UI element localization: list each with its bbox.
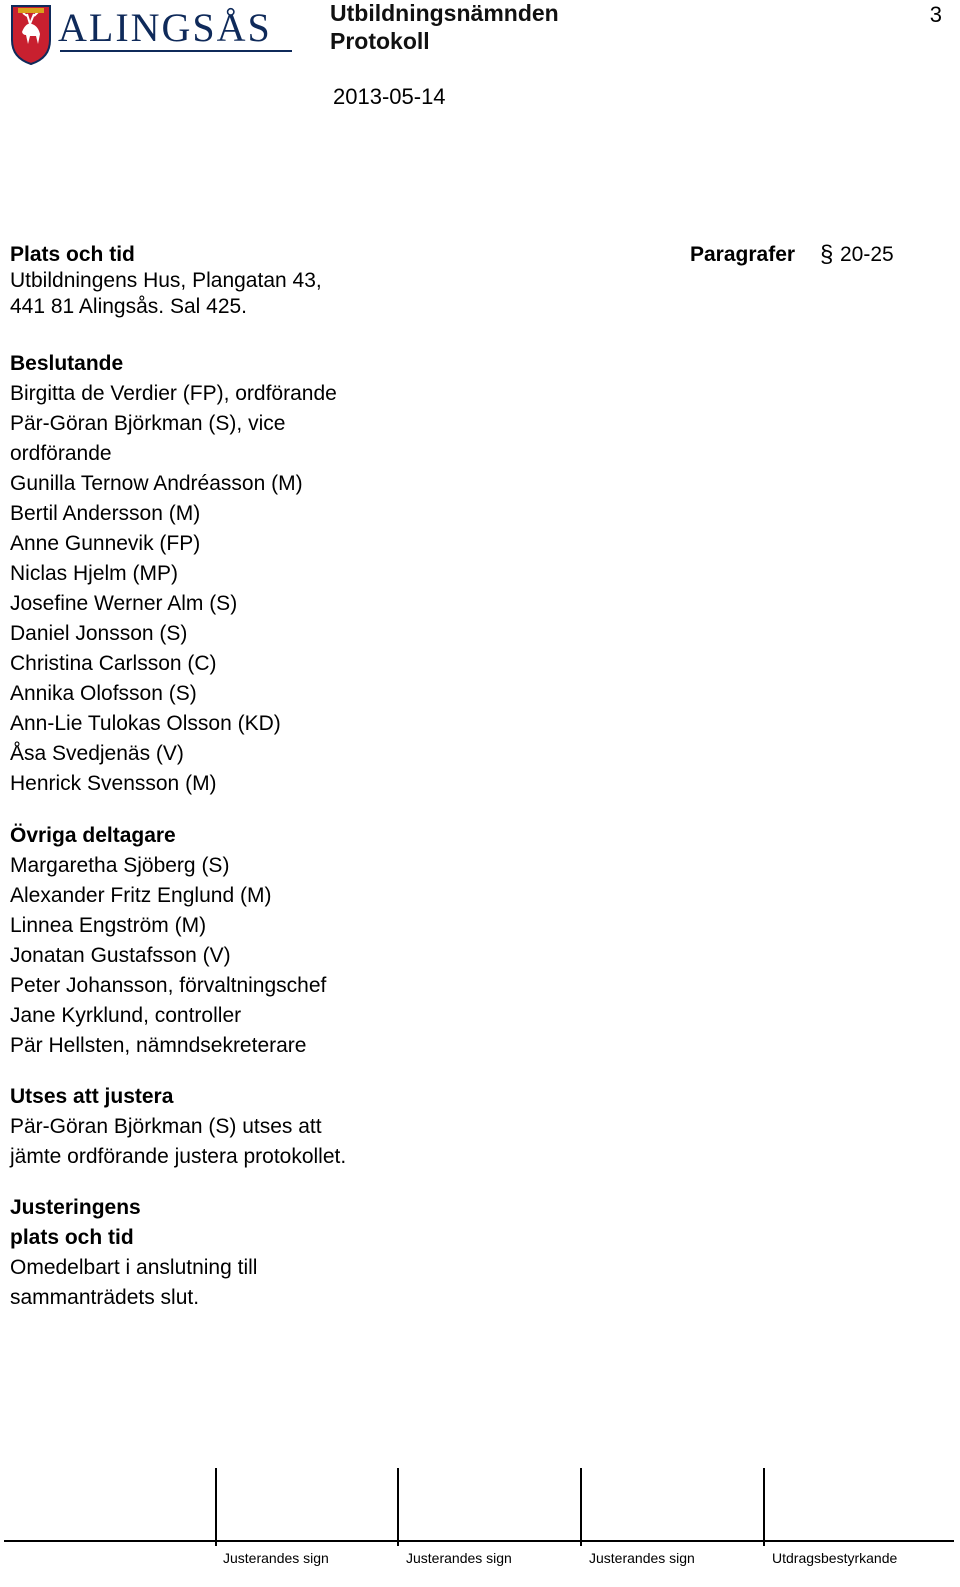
adjusters-line: jämte ordförande justera protokollet.	[10, 1145, 347, 1168]
place-time-section	[10, 242, 322, 320]
participant-line: Pär Hellsten, nämndsekreterare	[10, 1034, 307, 1057]
paragraphs-label: Paragrafer	[690, 243, 796, 266]
place-line: Utbildningens Hus, Plangatan 43,	[10, 269, 322, 292]
page-number: 3	[929, 2, 942, 27]
other-participants-section	[10, 821, 326, 1061]
member-line: Niclas Hjelm (MP)	[10, 562, 178, 585]
adjustment-place-line: sammanträdets slut.	[10, 1286, 200, 1309]
other-participants-title: Övriga deltagare	[10, 824, 176, 847]
member-line: Anne Gunnevik (FP)	[10, 532, 201, 555]
decision-makers-title: Beslutande	[10, 352, 124, 375]
signature-divider	[215, 1468, 217, 1546]
member-line: Ann-Lie Tulokas Olsson (KD)	[10, 712, 281, 735]
member-line: Henrick Svensson (M)	[10, 772, 217, 795]
committee-name: Utbildningsnämnden	[330, 0, 559, 26]
signature-label: Justerandes sign	[223, 1550, 329, 1566]
participant-line: Jane Kyrklund, controller	[10, 1004, 242, 1027]
document-type: Protokoll	[330, 28, 430, 54]
meeting-date: 2013-05-14	[333, 84, 446, 109]
signature-divider	[397, 1468, 399, 1546]
place-time-title: Plats och tid	[10, 243, 135, 266]
logo-wordmark: ALINGSÅS	[58, 5, 272, 50]
logo-underline	[60, 50, 292, 52]
adjusters-title: Utses att justera	[10, 1085, 174, 1108]
participant-line: Alexander Fritz Englund (M)	[10, 884, 272, 907]
adjustment-place-line: Omedelbart i anslutning till	[10, 1256, 258, 1279]
participant-line: Margaretha Sjöberg (S)	[10, 854, 230, 877]
adjustment-place-section	[10, 1193, 257, 1313]
signature-label: Justerandes sign	[406, 1550, 512, 1566]
paragraph-symbol: §	[820, 241, 834, 268]
member-line: Annika Olofsson (S)	[10, 682, 197, 705]
member-line: Åsa Svedjenäs (V)	[10, 742, 184, 765]
member-line: Pär-Göran Björkman (S), vice	[10, 412, 286, 435]
participant-line: Linnea Engström (M)	[10, 914, 207, 937]
paragraph-range: 20-25	[840, 243, 894, 266]
coat-of-arms-icon	[10, 2, 52, 66]
signature-line	[4, 1540, 954, 1542]
signature-divider	[580, 1468, 582, 1546]
participant-line: Peter Johansson, förvaltningschef	[10, 974, 327, 997]
place-line: 441 81 Alingsås. Sal 425.	[10, 295, 248, 318]
participant-line: Jonatan Gustafsson (V)	[10, 944, 231, 967]
member-line: Bertil Andersson (M)	[10, 502, 201, 525]
adjustment-place-title: plats och tid	[10, 1226, 134, 1249]
signature-label: Utdragsbestyrkande	[772, 1550, 898, 1566]
signature-label: Justerandes sign	[589, 1550, 695, 1566]
adjustment-place-title: Justeringens	[10, 1196, 141, 1219]
signature-area	[0, 1468, 960, 1587]
decision-makers-section	[10, 349, 337, 799]
member-line: Josefine Werner Alm (S)	[10, 592, 238, 615]
signature-divider	[763, 1468, 765, 1546]
member-line: Birgitta de Verdier (FP), ordförande	[10, 382, 337, 405]
member-line: Daniel Jonsson (S)	[10, 622, 188, 645]
adjusters-section	[10, 1082, 346, 1172]
alingsas-logo	[10, 2, 295, 68]
member-line: Christina Carlsson (C)	[10, 652, 217, 675]
member-line: ordförande	[10, 442, 112, 465]
member-line: Gunilla Ternow Andréasson (M)	[10, 472, 303, 495]
adjusters-line: Pär-Göran Björkman (S) utses att	[10, 1115, 322, 1138]
